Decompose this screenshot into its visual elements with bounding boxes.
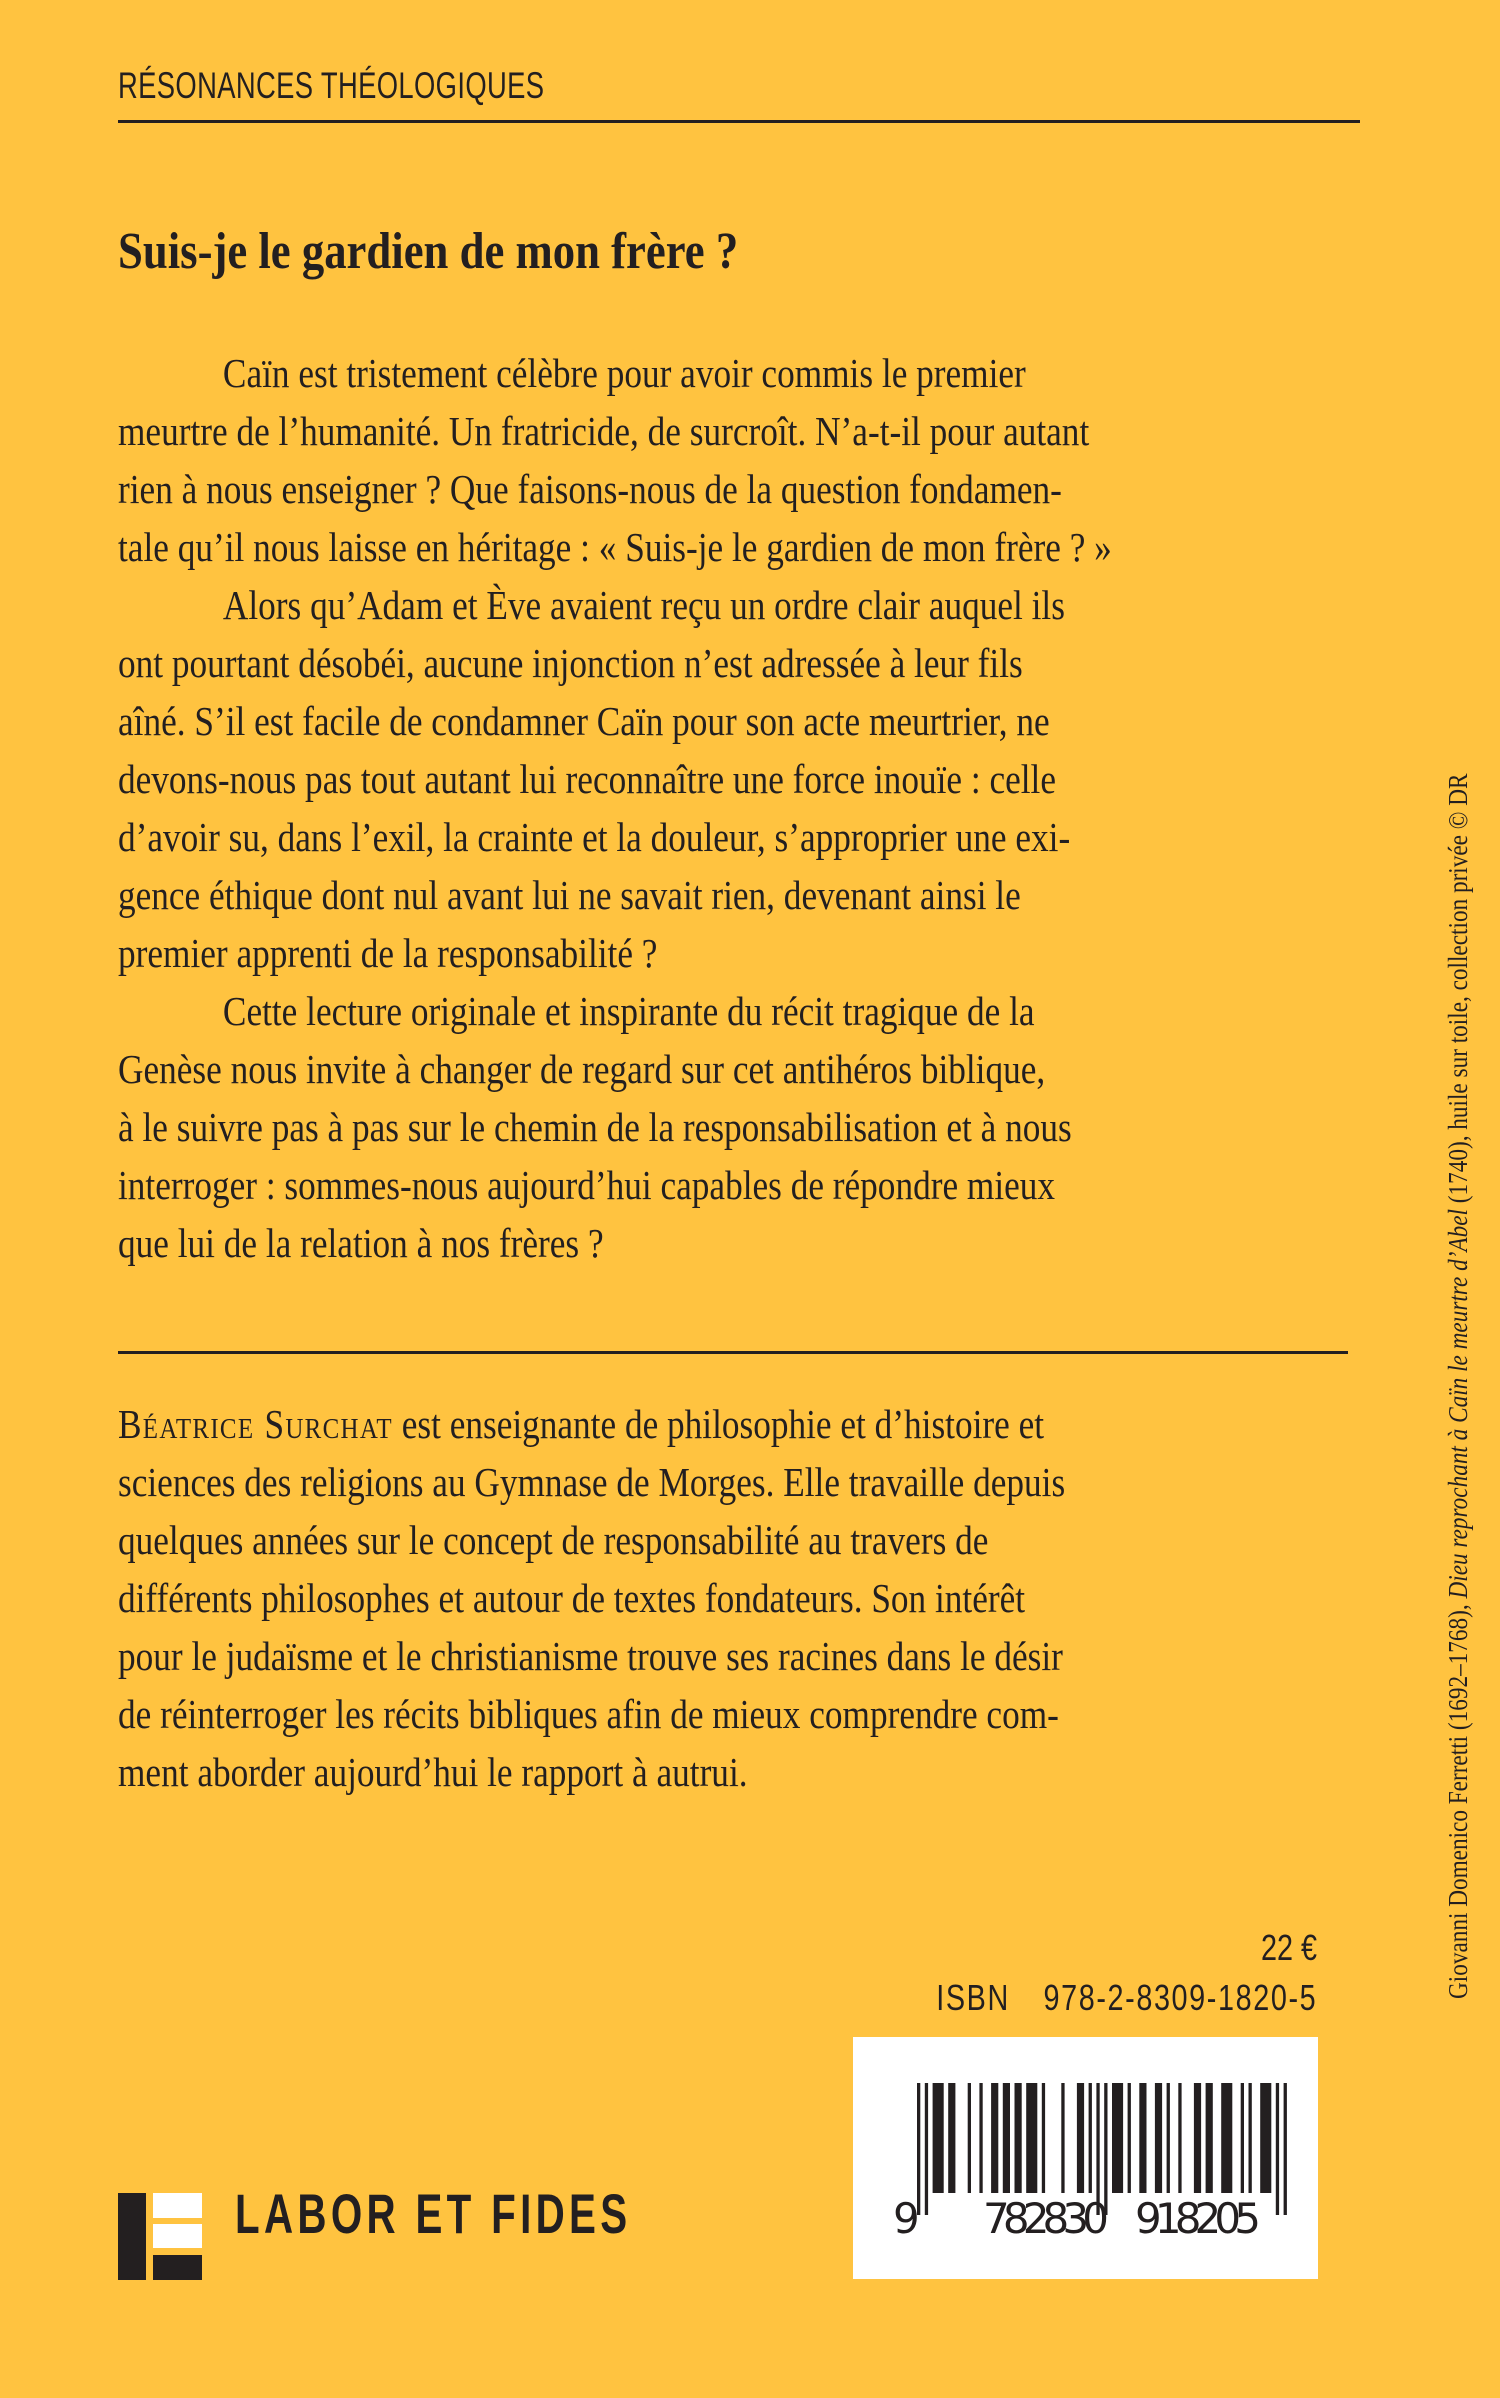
barcode-bar [1077, 2083, 1084, 2193]
bio-line: de réinterroger les récits bibliques afin de mieux comprendre com- [118, 1691, 1059, 1737]
bio-line: quelques années sur le concept de responsabilité au travers de [118, 1517, 989, 1563]
barcode-bars [853, 2037, 1318, 2279]
series-name: RÉSONANCES THÉOLOGIQUES [118, 65, 545, 106]
barcode-bar [1167, 2083, 1170, 2193]
barcode-guard-bar [1276, 2083, 1279, 2215]
price: 22 € [1260, 1927, 1317, 1968]
blurb [118, 344, 1350, 1272]
barcode-bar [1206, 2083, 1213, 2193]
barcode-bar [1089, 2083, 1092, 2193]
barcode-bar [991, 2083, 998, 2193]
barcode-bar [1128, 2083, 1131, 2193]
credit-work-title: Dieu reprochant à Caïn le meurtre d’Abel [1443, 1209, 1473, 1599]
blurb-line: tale qu’il nous laisse en héritage : « Suis-je le gardien de mon frère ? » [118, 524, 1112, 570]
barcode-bar [979, 2083, 982, 2193]
blurb-line: Alors qu’Adam et Ève avaient reçu un ordre clair auquel ils [222, 582, 1065, 628]
barcode-guard-bar [1284, 2083, 1287, 2215]
image-credit [1443, 773, 1473, 1999]
back-cover-title: Suis-je le gardien de mon frère ? [118, 223, 739, 280]
section-divider [118, 1351, 1348, 1354]
bio-line: pour le judaïsme et le christianisme trouve ses racines dans le désir [118, 1633, 1063, 1679]
bio-line [118, 1395, 1350, 1453]
barcode-bar [1194, 2083, 1201, 2193]
author-name: Béatrice Surchat [118, 1401, 393, 1447]
barcode-bar [1249, 2083, 1252, 2193]
blurb-line: gence éthique dont nul avant lui ne savait rien, devenant ainsi le [118, 872, 1021, 918]
barcode-bar [1003, 2083, 1010, 2193]
blurb-line: rien à nous enseigner ? Que faisons-nous de la question fondamen- [118, 466, 1062, 512]
barcode-left-digits: 782830 [983, 2194, 1111, 2243]
barcode-bar [1221, 2083, 1232, 2193]
credit-details: (1740), huile sur toile, collection privée © DR [1443, 773, 1473, 1210]
author-bio [118, 1395, 1350, 1801]
bio-line: sciences des religions au Gymnase de Morges. Elle travaille depuis [118, 1459, 1066, 1505]
blurb-line: premier apprenti de la responsabilité ? [118, 930, 658, 976]
blurb-line: aîné. S’il est facile de condamner Caïn pour son acte meurtrier, ne [118, 698, 1050, 744]
barcode-bar [1241, 2083, 1244, 2193]
credit-painter: Giovanni Domenico Ferretti (1692–1768), [1443, 1598, 1473, 1999]
barcode-bar [1178, 2083, 1181, 2193]
barcode-first-digit: 9 [893, 2194, 920, 2243]
barcode-bar [1026, 2083, 1037, 2193]
blurb-line: Caïn est tristement célèbre pour avoir commis le premier [222, 350, 1026, 396]
blurb-line: d’avoir su, dans l’exil, la crainte et la douleur, s’approprier une exi- [118, 814, 1071, 860]
barcode-bar [1139, 2083, 1146, 2193]
barcode-bar [1112, 2083, 1123, 2193]
publisher-logo-icon [118, 2193, 204, 2280]
blurb-line: Genèse nous invite à changer de regard sur cet antihéros biblique, [118, 1046, 1046, 1092]
bio-line: différents philosophes et autour de textes fondateurs. Son intérêt [118, 1575, 1026, 1621]
barcode-bar [1260, 2083, 1271, 2193]
barcode-bar [1155, 2083, 1162, 2193]
barcode-guard-bar [925, 2083, 928, 2215]
isbn-label: ISBN [935, 1977, 1010, 2018]
blurb-line: ont pourtant désobéi, aucune injonction n’est adressée à leur fils [118, 640, 1023, 686]
bio-first-line-text: est enseignante de philosophie et d’histoire et [392, 1401, 1045, 1447]
barcode-right-digits: 918205 [1135, 2194, 1263, 2243]
barcode-bar [968, 2083, 971, 2193]
blurb-line: Cette lecture originale et inspirante du récit tragique de la [222, 988, 1035, 1034]
blurb-line: interroger : sommes-nous aujourd’hui capables de répondre mieux [118, 1162, 1056, 1208]
barcode [853, 2037, 1318, 2279]
barcode-bar [1042, 2083, 1045, 2193]
barcode-bar [933, 2083, 944, 2193]
barcode-bar [948, 2083, 955, 2193]
barcode-bar [1061, 2083, 1064, 2193]
isbn-number: 978-2-8309-1820-5 [1043, 1977, 1317, 2018]
bio-line: ment aborder aujourd’hui le rapport à autrui. [118, 1749, 748, 1795]
isbn [936, 1978, 1317, 2018]
blurb-line: devons-nous pas tout autant lui reconnaître une force inouïe : celle [118, 756, 1056, 802]
blurb-line: que lui de la relation à nos frères ? [118, 1220, 604, 1266]
header-divider [118, 120, 1360, 123]
blurb-line: meurtre de l’humanité. Un fratricide, de surcroît. N’a-t-il pour autant [118, 408, 1090, 454]
blurb-line: à le suivre pas à pas sur le chemin de la responsabilisation et à nous [118, 1104, 1072, 1150]
barcode-bar [1015, 2083, 1022, 2193]
publisher-name: LABOR ET FIDES [235, 2182, 632, 2245]
